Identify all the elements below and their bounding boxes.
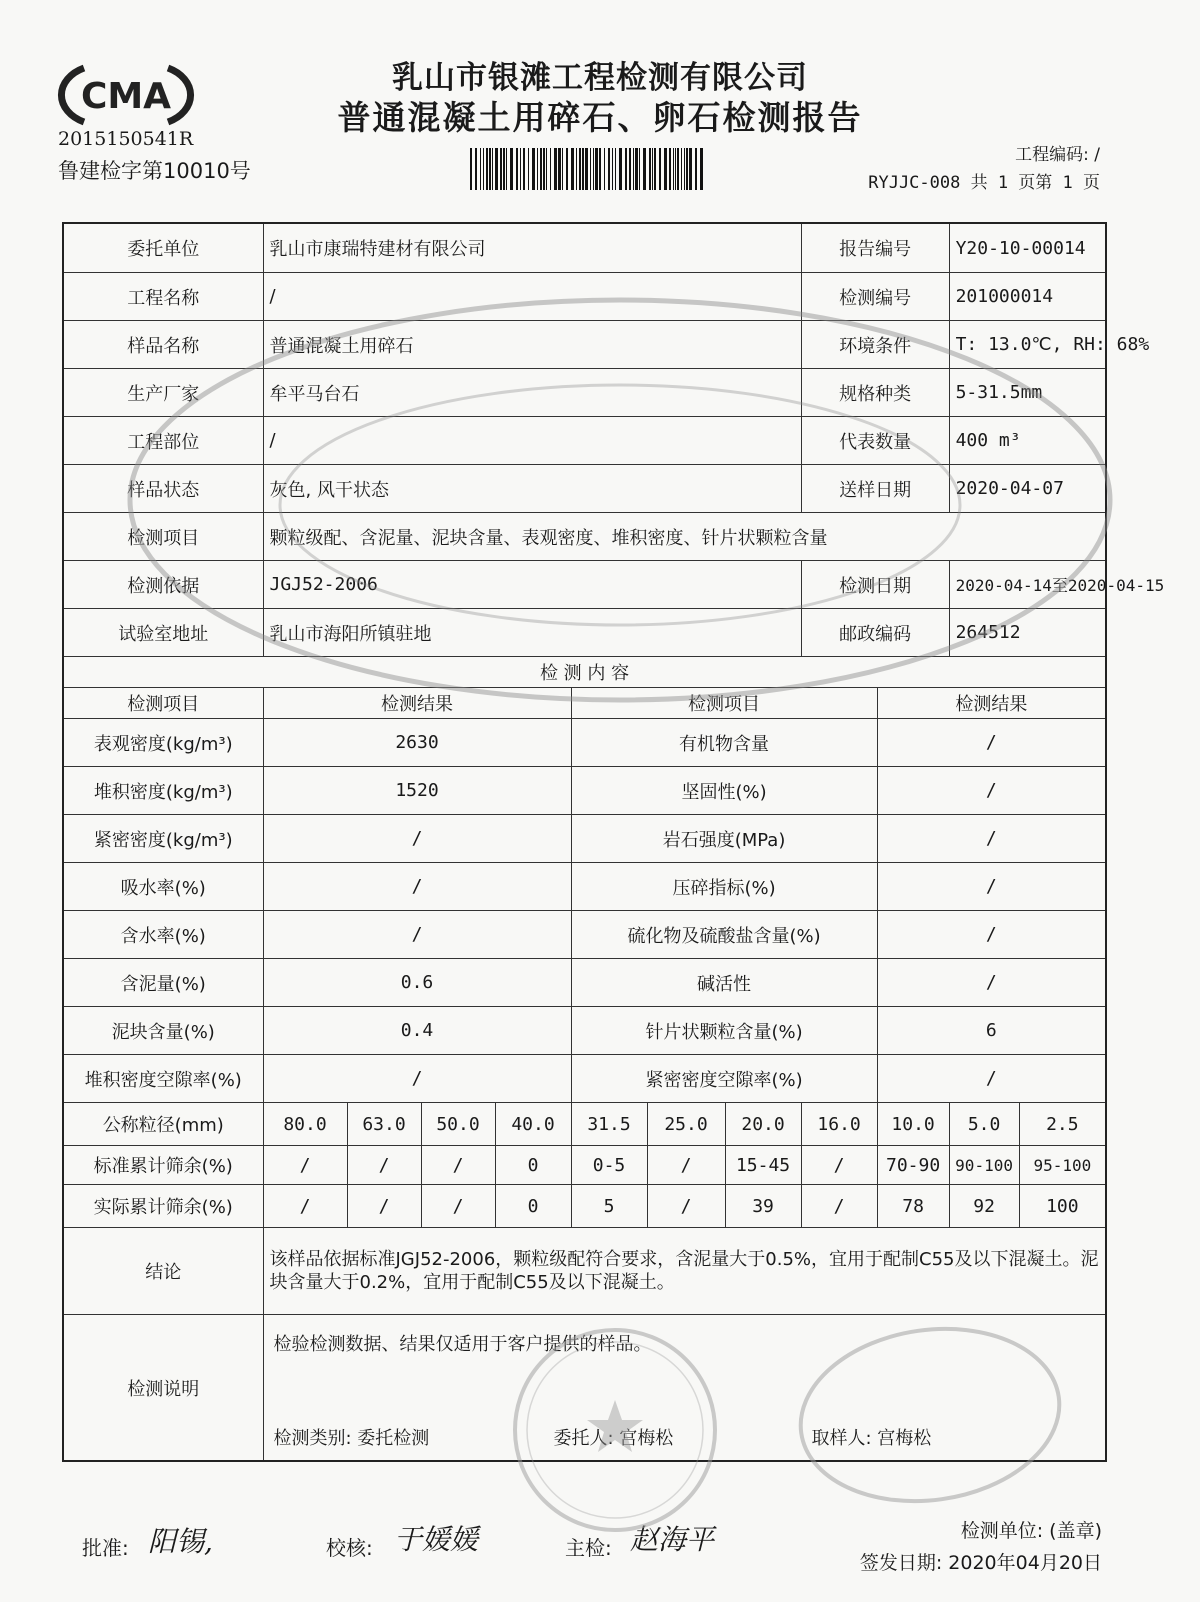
result-row (63, 863, 1106, 911)
sample-value: 普通混凝土用碎石 (263, 321, 801, 369)
grading-std: 0 (495, 1146, 571, 1185)
result-item2: 硫化物及硫酸盐含量(%) (571, 911, 877, 959)
barcode-bar (489, 148, 491, 190)
results-header-result: 检测结果 (263, 688, 571, 719)
barcode-bar (523, 148, 525, 190)
grading-size: 5.0 (949, 1103, 1019, 1146)
barcode-bar (558, 148, 561, 190)
result-value2: / (877, 911, 1106, 959)
info-row (63, 321, 1106, 369)
result-row (63, 959, 1106, 1007)
barcode-bar (500, 148, 502, 190)
content-header-row (63, 657, 1106, 688)
barcode-bar (659, 148, 661, 190)
notes-label: 检测说明 (63, 1315, 263, 1462)
barcode-bar (675, 148, 676, 190)
zip-value: 264512 (949, 609, 1106, 657)
barcode-bar (599, 148, 601, 190)
maker-label: 生产厂家 (63, 369, 263, 417)
barcode-bar (571, 148, 574, 190)
grading-size: 50.0 (421, 1103, 495, 1146)
test-date-label: 检测日期 (801, 561, 949, 609)
grading-std-label: 标准累计筛余(%) (63, 1146, 263, 1185)
barcode-bar (495, 148, 498, 190)
check-signature: 于媛媛 (394, 1523, 479, 1556)
report-title: 普通混凝土用碎石、卵石检测报告 (337, 98, 863, 137)
result-value: 0.4 (263, 1007, 571, 1055)
sampler: 取样人: 宫梅松 (811, 1427, 932, 1449)
grading-std: 0-5 (571, 1146, 647, 1185)
result-value: 0.6 (263, 959, 571, 1007)
grading-act: 78 (877, 1185, 949, 1228)
result-value2: / (877, 959, 1106, 1007)
barcode-bar (486, 148, 488, 190)
issue-date: 签发日期: 2020年04月20日 (859, 1552, 1102, 1574)
grading-std: / (421, 1146, 495, 1185)
report-table (62, 222, 1165, 1462)
results-header-item2: 检测项目 (571, 688, 877, 719)
part-label: 工程部位 (63, 417, 263, 465)
send-date-label: 送样日期 (801, 465, 949, 513)
basis-value: JGJ52-2006 (263, 561, 801, 609)
barcode-bar (590, 148, 591, 190)
send-date-value: 2020-04-07 (949, 465, 1106, 513)
barcode-bar (566, 148, 568, 190)
barcode-bar (579, 148, 581, 190)
barcode-bar (654, 148, 656, 190)
result-value2: / (877, 1055, 1106, 1103)
barcode-bar (635, 148, 638, 190)
result-item: 堆积密度(kg/m³) (63, 767, 263, 815)
env-label: 环境条件 (801, 321, 949, 369)
notes-row (63, 1315, 1106, 1462)
result-row (63, 1007, 1106, 1055)
report-no-value: Y20-10-00014 (949, 223, 1106, 273)
result-item: 堆积密度空隙率(%) (63, 1055, 263, 1103)
result-value2: / (877, 719, 1106, 767)
grading-std: 15-45 (725, 1146, 801, 1185)
content-header: 检 测 内 容 (63, 657, 1106, 688)
conclusion-label: 结论 (63, 1228, 263, 1315)
result-row (63, 911, 1106, 959)
grading-act: / (801, 1185, 877, 1228)
license-number: 鲁建检字第10010号 (58, 159, 251, 183)
barcode-bar (681, 148, 682, 190)
grading-act: / (421, 1185, 495, 1228)
barcode-bar (585, 148, 588, 190)
result-item: 含泥量(%) (63, 959, 263, 1007)
result-item: 紧密密度(kg/m³) (63, 815, 263, 863)
client-label: 委托单位 (63, 223, 263, 273)
cma-code: 2015150541R (58, 128, 194, 150)
barcode-bar (695, 148, 697, 190)
barcode-bar (546, 148, 547, 190)
barcode-bar (540, 148, 542, 190)
approve-label: 批准: (82, 1536, 129, 1560)
test-no-label: 检测编号 (801, 273, 949, 321)
spec-value: 5-31.5mm (949, 369, 1106, 417)
barcode-bar (475, 148, 477, 190)
cma-logo (62, 60, 190, 130)
lab-value: 乳山市海阳所镇驻地 (263, 609, 801, 657)
grading-size: 40.0 (495, 1103, 571, 1146)
grading-size: 2.5 (1019, 1103, 1106, 1146)
result-item2: 压碎指标(%) (571, 863, 877, 911)
barcode-bar (684, 148, 685, 190)
barcode-bar (619, 148, 622, 190)
barcode-bar (669, 148, 671, 190)
result-row (63, 767, 1106, 815)
barcode-bar (510, 148, 513, 190)
grading-act-row (63, 1185, 1106, 1228)
barcode-bar (673, 148, 674, 190)
barcode-bar (608, 148, 610, 190)
grading-act: / (647, 1185, 725, 1228)
client-value: 乳山市康瑞特建材有限公司 (263, 223, 801, 273)
result-value2: / (877, 863, 1106, 911)
result-item2: 针片状颗粒含量(%) (571, 1007, 877, 1055)
project-label: 工程名称 (63, 273, 263, 321)
state-value: 灰色, 风干状态 (263, 465, 801, 513)
conclusion-row (63, 1228, 1106, 1315)
barcode-bar (639, 148, 640, 190)
barcode-bar (643, 148, 646, 190)
qty-value: 400 m³ (949, 417, 1106, 465)
grading-size: 25.0 (647, 1103, 725, 1146)
barcode-bar (700, 148, 703, 190)
state-label: 样品状态 (63, 465, 263, 513)
result-value: / (263, 911, 571, 959)
info-row (63, 417, 1106, 465)
barcode-bar (520, 148, 521, 190)
barcode-bar (652, 148, 653, 190)
grading-act: / (263, 1185, 347, 1228)
result-item: 泥块含量(%) (63, 1007, 263, 1055)
qty-label: 代表数量 (801, 417, 949, 465)
report-no-label: 报告编号 (801, 223, 949, 273)
result-value2: / (877, 815, 1106, 863)
grading-std-row (63, 1146, 1106, 1185)
result-item2: 紧密密度空隙率(%) (571, 1055, 877, 1103)
results-header-item: 检测项目 (63, 688, 263, 719)
grading-size-row (63, 1103, 1106, 1146)
grading-std: 95-100 (1019, 1146, 1106, 1185)
conclusion-text: 该样品依据标准JGJ52-2006，颗粒级配符合要求，含泥量大于0.5%，宜用于配制C55及以下混凝土。泥块含量大于0.2%，宜用于配制C55及以下混凝土。 (263, 1228, 1106, 1315)
barcode-bar (612, 148, 613, 190)
entrust-person: 委托人: 宫梅松 (553, 1427, 674, 1449)
grading-act: 39 (725, 1185, 801, 1228)
info-row (63, 465, 1106, 513)
barcode-bar (689, 148, 692, 190)
grading-act: 5 (571, 1185, 647, 1228)
company-title: 乳山市银滩工程检测有限公司 (392, 60, 808, 96)
grading-act: 100 (1019, 1185, 1106, 1228)
barcode-bar (595, 148, 598, 190)
barcode-bar (483, 148, 484, 190)
document-code: RYJJC-008 共 1 页第 1 页 (868, 173, 1100, 193)
grading-std: / (801, 1146, 877, 1185)
grading-std: 70-90 (877, 1146, 949, 1185)
result-item: 含水率(%) (63, 911, 263, 959)
grading-size: 80.0 (263, 1103, 347, 1146)
barcode-bar (532, 148, 535, 190)
part-value: / (263, 417, 801, 465)
grading-size-label: 公称粒径(mm) (63, 1103, 263, 1146)
info-row (63, 513, 1106, 561)
env-value: T: 13.0℃, RH: 68% (949, 321, 1106, 369)
notes-text: 检验检测数据、结果仅适用于客户提供的样品。 (273, 1333, 652, 1355)
info-row (63, 273, 1106, 321)
barcode-bar (528, 148, 529, 190)
test-date-value: 2020-04-14至2020-04-15 (949, 561, 1106, 609)
barcode-bar (649, 148, 651, 190)
result-row (63, 1055, 1106, 1103)
items-label: 检测项目 (63, 513, 263, 561)
grading-size: 31.5 (571, 1103, 647, 1146)
maker-value: 牟平马台石 (263, 369, 801, 417)
result-value: / (263, 1055, 571, 1103)
grading-std: 90-100 (949, 1146, 1019, 1185)
grading-std: / (347, 1146, 421, 1185)
barcode-bar (554, 148, 557, 190)
result-item2: 坚固性(%) (571, 767, 877, 815)
grading-size: 16.0 (801, 1103, 877, 1146)
barcode-bar (550, 148, 551, 190)
barcode-bar (664, 148, 667, 190)
barcode-bar (480, 148, 481, 190)
barcode (470, 148, 706, 190)
result-value: 2630 (263, 719, 571, 767)
result-value: 1520 (263, 767, 571, 815)
barcode-bar (625, 148, 627, 190)
results-header-row (63, 688, 1106, 719)
project-code: 工程编码: / (1015, 145, 1100, 165)
barcode-bar (582, 148, 584, 190)
result-value: / (263, 863, 571, 911)
cma-logo-text: CMA (80, 76, 172, 117)
barcode-bar (537, 148, 538, 190)
barcode-bar (543, 148, 545, 190)
main-inspector-label: 主检: (565, 1536, 612, 1560)
result-value2: / (877, 767, 1106, 815)
barcode-bar (629, 148, 631, 190)
grading-act: 0 (495, 1185, 571, 1228)
zip-label: 邮政编码 (801, 609, 949, 657)
barcode-bar (506, 148, 507, 190)
barcode-bar (503, 148, 505, 190)
lab-label: 试验室地址 (63, 609, 263, 657)
result-value: / (263, 815, 571, 863)
items-value: 颗粒级配、含泥量、泥块含量、表观密度、堆积密度、针片状颗粒含量 (263, 513, 1106, 561)
project-value: / (263, 273, 801, 321)
grading-act-label: 实际累计筛余(%) (63, 1185, 263, 1228)
result-item: 吸水率(%) (63, 863, 263, 911)
barcode-bar (470, 148, 472, 190)
barcode-bar (686, 148, 688, 190)
result-value2: 6 (877, 1007, 1106, 1055)
result-item: 表观密度(kg/m³) (63, 719, 263, 767)
result-item2: 有机物含量 (571, 719, 877, 767)
result-row (63, 719, 1106, 767)
results-header-result2: 检测结果 (877, 688, 1106, 719)
info-row (63, 223, 1106, 273)
info-row (63, 369, 1106, 417)
test-no-value: 201000014 (949, 273, 1106, 321)
grading-std: / (647, 1146, 725, 1185)
barcode-bar (576, 148, 577, 190)
info-row (63, 609, 1106, 657)
grading-size: 63.0 (347, 1103, 421, 1146)
result-item2: 碱活性 (571, 959, 877, 1007)
barcode-bar (615, 148, 616, 190)
barcode-bar (492, 148, 493, 190)
grading-act: 92 (949, 1185, 1019, 1228)
main-inspector-signature: 赵海平 (630, 1523, 715, 1556)
barcode-bar (593, 148, 594, 190)
barcode-bar (633, 148, 634, 190)
grading-size: 20.0 (725, 1103, 801, 1146)
barcode-bar (516, 148, 518, 190)
grading-size: 10.0 (877, 1103, 949, 1146)
info-row (63, 561, 1106, 609)
barcode-bar (562, 148, 563, 190)
test-type: 检测类别: 委托检测 (273, 1427, 430, 1449)
result-row (63, 815, 1106, 863)
check-label: 校核: (326, 1536, 373, 1560)
result-item2: 岩石强度(MPa) (571, 815, 877, 863)
barcode-bar (677, 148, 679, 190)
test-unit: 检测单位: (盖章) (960, 1520, 1102, 1542)
sample-label: 样品名称 (63, 321, 263, 369)
grading-act: / (347, 1185, 421, 1228)
basis-label: 检测依据 (63, 561, 263, 609)
approve-signature: 阳锡, (148, 1525, 213, 1558)
grading-std: / (263, 1146, 347, 1185)
barcode-bar (604, 148, 605, 190)
spec-label: 规格种类 (801, 369, 949, 417)
